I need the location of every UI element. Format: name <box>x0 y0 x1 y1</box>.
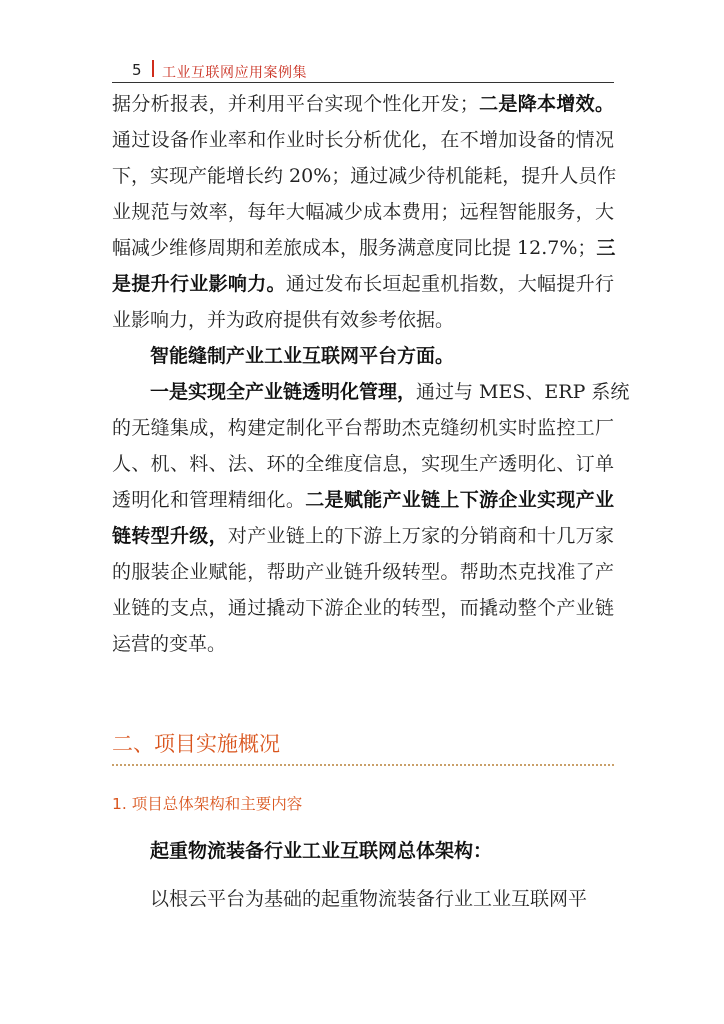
text-line: 业影响力，并为政府提供有效参考依据。 <box>112 309 455 331</box>
architecture-heading: 起重物流装备行业工业互联网总体架构： <box>150 840 493 862</box>
text-line: 通过设备作业率和作业时长分析优化，在不增加设备的情况 <box>112 129 614 151</box>
section-title: 二、项目实施概况 <box>112 732 280 756</box>
text-line: 业链的支点，通过撬动下游企业的转型，而撬动整个产业链 <box>112 597 614 619</box>
text-line: 的无缝集成，构建定制化平台帮助杰克缝纫机实时监控工厂 <box>112 417 614 439</box>
architecture-text: 以根云平台为基础的起重物流装备行业工业互联网平 <box>150 888 588 910</box>
book-title: 工业互联网应用案例集 <box>162 65 307 81</box>
subsection-title: 1. 项目总体架构和主要内容 <box>112 795 303 813</box>
text-line: 业规范与效率，每年大幅减少成本费用；远程智能服务，大 <box>112 201 614 223</box>
text-line: 透明化和管理精细化。二是赋能产业链上下游企业实现产业 <box>112 489 614 511</box>
sewing-heading: 智能缝制产业工业互联网平台方面。 <box>150 345 455 367</box>
header-separator <box>152 60 154 77</box>
text-line: 是提升行业影响力。通过发布长垣起重机指数，大幅提升行 <box>112 273 614 295</box>
page-number: 5 <box>132 61 142 79</box>
text-line: 链转型升级，对产业链上的下游上万家的分销商和十几万家 <box>112 525 614 547</box>
text-line: 据分析报表，并利用平台实现个性化开发；二是降本增效。 <box>112 93 614 115</box>
text-line: 的服装企业赋能，帮助产业链升级转型。帮助杰克找准了产 <box>112 561 614 583</box>
text-line: 一是实现全产业链透明化管理，通过与 MES、ERP 系统 <box>150 381 630 403</box>
section-divider <box>112 764 614 766</box>
text-line: 幅减少维修周期和差旅成本，服务满意度同比提 12.7%；三 <box>112 237 616 259</box>
text-line: 人、机、料、法、环的全维度信息，实现生产透明化、订单 <box>112 453 614 475</box>
page-header <box>112 58 614 83</box>
text-line: 下，实现产能增长约 20%；通过减少待机能耗，提升人员作 <box>112 165 617 187</box>
text-line: 运营的变革。 <box>112 633 227 655</box>
